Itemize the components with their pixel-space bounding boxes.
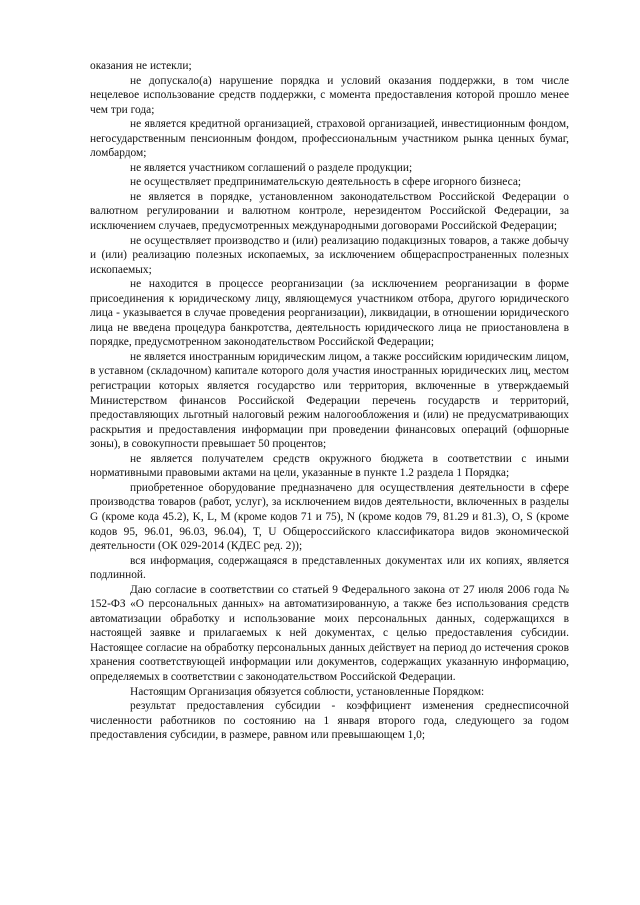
paragraph-equipment-purpose: приобретенное оборудование предназначено для осуществления деятельности в сфере производства товаров (работ, услуг), за исключением видов деятельности, включенных в разделы G (кроме кода 45.2), K, L, M (кроме кодов 71 и 75), N (кроме кодов 79, 81.29 и 81.3), O, S (кроме кодов 95, 96.01, 96.03, 96.04), T, U Общероссийского классификатора видов экономической деятельности (ОК 029-2014 (КДЕС ред. 2)); <box>90 481 569 553</box>
paragraph-not-budget-recipient: не является получателем средств окружного бюджета в соответствии с иными нормативными правовыми актами на цели, указанные в пункте 1.2 раздела 1 Порядка; <box>90 452 569 480</box>
paragraph-no-reorganization: не находится в процессе реорганизации (за исключением реорганизации в форме присоединения к юридическому лицу, являющемуся участником отбора, другого юридического лица - указывается в случае проведения реорганизации), ликвидации, в отношении юридического лица не введена процедура банкротства, деятельность юридического лица не приостановлена в порядке, предусмотренном законодательством Российской Федерации; <box>90 278 569 349</box>
paragraph-personal-data-consent: Даю согласие в соответствии со статьей 9 Федерального закона от 27 июля 2006 года № 152-ФЗ «О персональных данных» на автоматизированную, а также без использования средств автоматизации обработку и использование моих персональных данных, содержащихся в настоящей заявке и прилагаемых к ней документах, с целью предоставления субсидии. Настоящее согласие на обработку персональных данных действует на период до истечения сроков хранения соответствующей информации или документов, содержащих указанную информацию, определяемых в соответствии с законодательством Российской Федерации. <box>90 583 569 683</box>
paragraph-no-gambling: не осуществляет предпринимательскую деятельность в сфере игорного бизнеса; <box>130 176 522 189</box>
paragraph-offer-terms: оказания не истекли; <box>90 60 192 72</box>
paragraph-no-violation: не допускало(а) нарушение порядка и условий оказания поддержки, в том числе нецелевое использование средств поддержки, с момента предоставления которой прошло менее чем три года; <box>90 74 569 116</box>
paragraph-no-excise-goods: не осуществляет производство и (или) реализацию подакцизных товаров, а также добычу и (или) реализацию полезных ископаемых, за исключением общераспространенных полезных ископаемых; <box>90 234 569 276</box>
paragraph-subsidy-result: результат предоставления субсидии - коэффициент изменения среднесписочной численности работников по состоянию на 1 января второго года, следующего за годом предоставления субсидии, в размере, равном или превышающем 1,0; <box>90 700 569 742</box>
paragraph-not-psa-participant: не является участником соглашений о разделе продукции; <box>130 161 413 174</box>
document-page <box>90 59 569 743</box>
paragraph-organization-obligations: Настоящим Организация обязуется соблюсти, установленные Порядком: <box>130 685 485 698</box>
paragraph-not-foreign-entity: не является иностранным юридическим лицом, а также российским юридическим лицом, в уставном (складочном) капитале которого доля участия иностранных юридических лиц, местом регистрации которых является государство или территория, включенные в утверждаемый Министерством финансов Российской Федерации перечень государств и территорий, предоставляющих льготный налоговый режим налогообложения и (или) не предусматривающих раскрытия и предоставления информации при проведении финансовых операций (офшорные зоны), в совокупности превышает 50 процентов; <box>90 350 569 451</box>
paragraph-not-financial-org: не является кредитной организацией, страховой организацией, инвестиционным фондом, негосударственным пенсионным фондом, профессиональным участником рынка ценных бумаг, ломбардом; <box>90 118 569 160</box>
paragraph-not-nonresident: не является в порядке, установленном законодательством Российской Федерации о валютном регулировании и валютном контроле, нерезидентом Российской Федерации, за исключением случаев, предусмотренных международными договорами Российской Федерации; <box>90 190 569 233</box>
paragraph-info-authentic: вся информация, содержащаяся в представленных документах или их копиях, является подлинной. <box>90 554 569 582</box>
